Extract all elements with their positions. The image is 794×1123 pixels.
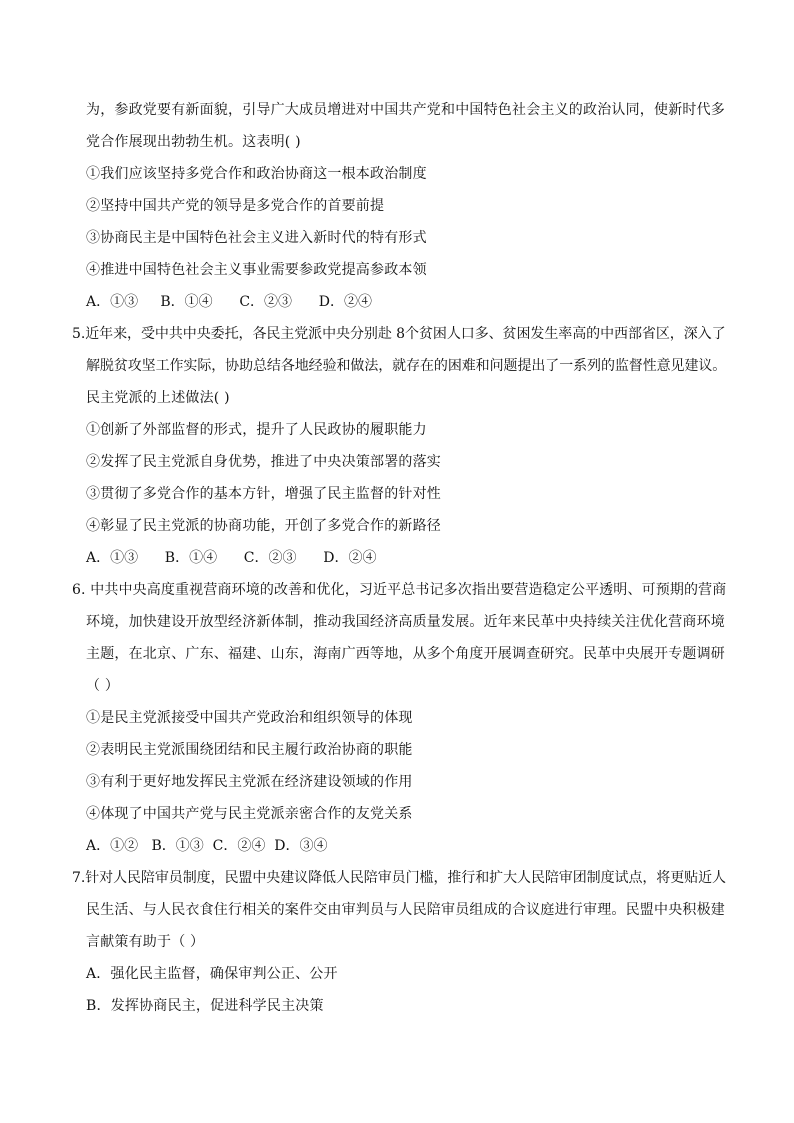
q4-answer-options: A．①③ B．①④ C．②③ D．②④ <box>86 294 372 310</box>
q5-answer-options: A．①③ B．①④ C．②③ D．②④ <box>86 550 377 566</box>
q5-stem-line-1: 5.近年来，受中共中央委托，各民主党派中央分别赴 8个贫困人口多、贫困发生率高的中西部省区，深入了 <box>72 326 726 342</box>
q5-stem-line-3: 民主党派的上述做法( ) <box>86 390 230 406</box>
q6-answer-options: A．①② B．①③ C．②④ D．③④ <box>86 838 328 854</box>
q7-choice-b: B．发挥协商民主，促进科学民主决策 <box>86 998 324 1014</box>
q4-stem-line-2: 党合作展现出勃勃生机。这表明( ) <box>86 134 301 150</box>
q5-item-2: ②发挥了民主党派自身优势，推进了中央决策部署的落实 <box>86 454 441 470</box>
q6-stem-line-3: 主题，在北京、广东、福建、山东，海南广西等地，从多个角度开展调查研究。民革中央展开专题调研 <box>86 646 725 662</box>
q4-item-4: ④推进中国特色社会主义事业需要参政党提高参政本领 <box>86 262 427 278</box>
q4-stem-line-1: 为，参政党要有新面貌，引导广大成员增进对中国共产党和中国特色社会主义的政治认同，使新时代多 <box>86 102 725 118</box>
q4-item-1: ①我们应该坚持多党合作和政治协商这一根本政治制度 <box>86 166 427 182</box>
q4-item-2: ②坚持中国共产党的领导是多党合作的首要前提 <box>86 198 385 214</box>
q6-item-4: ④体现了中国共产党与民主党派亲密合作的友党关系 <box>86 806 413 822</box>
q5-item-1: ①创新了外部监督的形式，提升了人民政协的履职能力 <box>86 422 427 438</box>
q5-item-3: ③贯彻了多党合作的基本方针，增强了民主监督的针对性 <box>86 486 441 502</box>
q5-stem-line-2: 解脱贫攻坚工作实际，协助总结各地经验和做法，就存在的困难和问题提出了一系列的监督性意见建议。 <box>86 358 727 374</box>
q7-choice-a: A．强化民主监督，确保审判公正、公开 <box>86 966 338 982</box>
q7-stem-line-1: 7.针对人民陪审员制度，民盟中央建议降低人民陪审员门槛，推行和扩大人民陪审团制度试点，将更贴近人 <box>72 870 726 886</box>
q7-stem-line-2: 民生活、与人民衣食住行相关的案件交由审判员与人民陪审员组成的合议庭进行审理。民盟中央积极建 <box>86 902 725 918</box>
q4-item-3: ③协商民主是中国特色社会主义进入新时代的特有形式 <box>86 230 427 246</box>
q6-stem-line-1: 6. 中共中央高度重视营商环境的改善和优化，习近平总书记多次指出要营造稳定公平透明、可预期的营商 <box>72 582 727 598</box>
q6-item-3: ③有利于更好地发挥民主党派在经济建设领域的作用 <box>86 774 413 790</box>
q6-item-2: ②表明民主党派围绕团结和民主履行政治协商的职能 <box>86 742 413 758</box>
q7-stem-line-3: 言献策有助于（ ） <box>86 934 205 950</box>
q6-item-1: ①是民主党派接受中国共产党政治和组织领导的体现 <box>86 710 413 726</box>
q6-stem-line-2: 环境，加快建设开放型经济新体制，推动我国经济高质量发展。近年来民革中央持续关注优化营商环境 <box>86 614 725 630</box>
q5-item-4: ④彰显了民主党派的协商功能，开创了多党合作的新路径 <box>86 518 441 534</box>
q6-stem-line-4: （ ） <box>86 678 120 694</box>
